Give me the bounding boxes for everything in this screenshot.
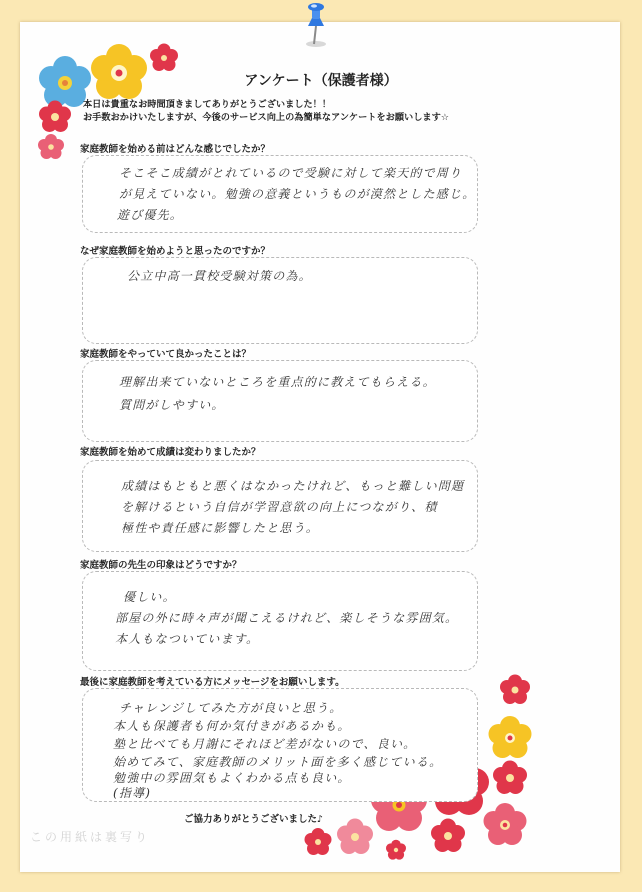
question-label: 家庭教師を始める前はどんな感じでしたか？ [80, 144, 271, 155]
answer-line: を解けるという自信が学習意欲の向上につながり、積 [121, 500, 438, 514]
answer-line: 極性や責任感に影響したと思う。 [121, 521, 320, 535]
answer-box [82, 688, 478, 802]
answer-line: 本人も保護者も何か気付きがあるかも。 [113, 719, 351, 733]
answer-line: 部屋の外に時々声が聞こえるけれど、楽しそうな雰囲気。 [115, 611, 459, 625]
intro-text [83, 98, 603, 124]
answer-box [82, 460, 478, 552]
answer-line: 成績はもともと悪くはなかったけれど、もっと難しい問題 [121, 479, 465, 493]
intro-line: 本日は貴重なお時間頂きましてありがとうございました！！ [83, 99, 332, 110]
answer-line: (指導) [113, 786, 152, 800]
question-label: 最後に家庭教師を考えている方にメッセージをお願いします。 [80, 677, 345, 688]
push-pin-icon [300, 0, 340, 50]
answer-line: 遊び優先。 [117, 208, 184, 222]
question-label: 家庭教師を始めて成績は変わりましたか？ [80, 447, 261, 458]
flower-decoration [334, 816, 376, 858]
answer-box [82, 360, 478, 442]
answer-line: 理解出来ていないところを重点的に教えてもらえる。 [119, 375, 436, 389]
answer-line: 公立中高一貫校受験対策の為。 [127, 269, 312, 283]
answer-line: 本人もなついています。 [115, 632, 260, 646]
flower-decoration [490, 758, 530, 798]
flower-decoration [302, 826, 334, 858]
flower-decoration [480, 800, 530, 850]
flower-decoration [36, 132, 66, 162]
answer-box [82, 155, 478, 233]
answer-line: 始めてみて、家庭教師のメリット面を多く感じている。 [113, 755, 443, 769]
flower-decoration [384, 838, 408, 862]
question-label: 家庭教師をやっていて良かったことは？ [80, 349, 252, 360]
closing-text: ご協力ありがとうございました♪ [184, 814, 324, 825]
flower-decoration [428, 816, 468, 856]
intro-line: お手数おかけいたしますが、今後のサービス向上の為簡単なアンケートをお願いします☆ [83, 112, 449, 123]
flower-decoration [497, 672, 533, 708]
question-label: 家庭教師の先生の印象はどうですか？ [80, 560, 242, 571]
answer-line: チャレンジしてみた方が良いと思う。 [119, 701, 343, 715]
answer-line: が見えていない。勉強の意義というものが漠然とした感じ。 [119, 187, 476, 201]
question-label: なぜ家庭教師を始めようと思ったのですか？ [80, 246, 271, 257]
answer-line: そこそこ成績がとれているので受験に対して楽天的で周り [119, 166, 463, 180]
answer-line: 勉強中の雰囲気もよくわかる点も良い。 [113, 771, 351, 785]
answer-line: 優しい。 [123, 590, 176, 604]
answer-box [82, 571, 478, 671]
flower-decoration [36, 98, 74, 136]
answer-line: 質問がしやすい。 [119, 398, 225, 412]
survey-title: アンケート（保護者様） [244, 73, 398, 89]
answer-line: 塾と比べても月謝にそれほど差がないので、良い。 [113, 737, 417, 751]
show-through-text: この用紙は裏写り [30, 830, 151, 844]
answer-box [82, 257, 478, 344]
